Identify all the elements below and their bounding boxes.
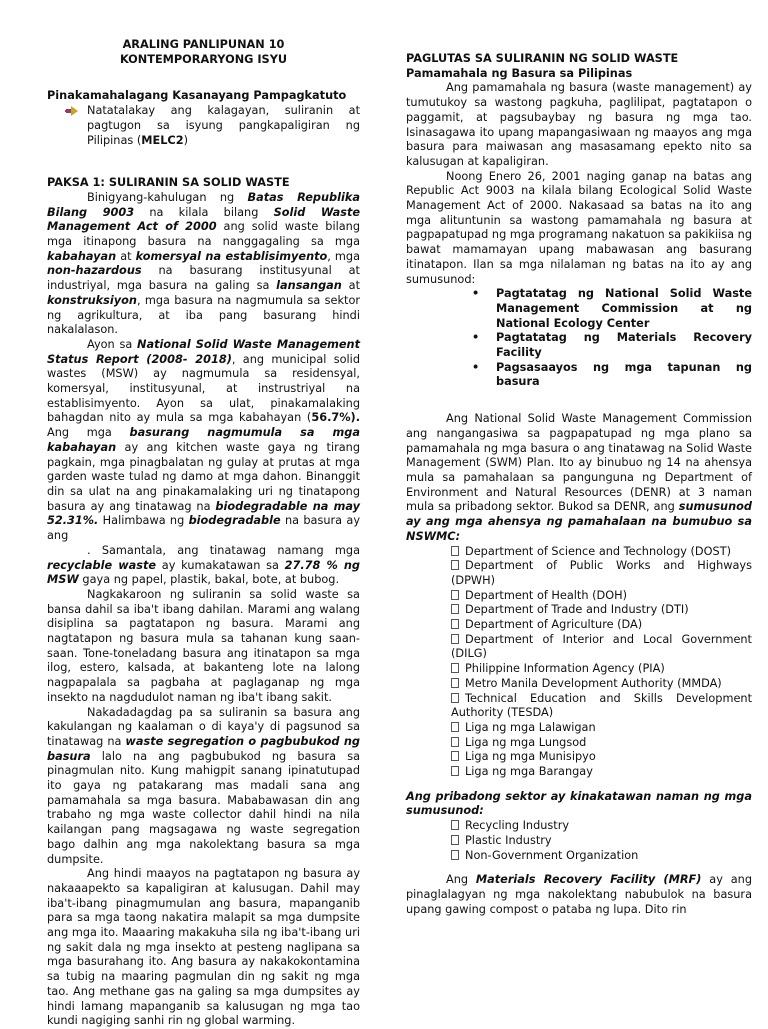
private-sector-heading: Ang pribadong sektor ay kinakatawan naman ng mga sumusunod: — [406, 789, 752, 818]
section-heading: PAGLUTAS SA SULIRANIN NG SOLID WASTE — [406, 52, 679, 65]
melc-text: Natatalakay ang kalagayan, suliranin at pagtugon sa isyung pangkapaligiran ng Pilipinas (MELC2) — [87, 104, 360, 147]
list-item: Department of Public Works and Highways (DPWH) — [451, 559, 752, 587]
topic-heading: PAKSA 1: SULIRANIN SA SOLID WASTE — [47, 176, 290, 190]
list-item: Philippine Information Agency (PIA) — [406, 662, 752, 677]
checkbox-glyph-icon — [451, 850, 459, 860]
checkbox-glyph-icon — [451, 546, 459, 556]
paragraph-problem-causes: Nagkakaroon ng suliranin sa solid waste sa bansa dahil sa iba't ibang dahilan. Marami ang walang disiplina sa pagtatapon ng basura. Marami ang nagtatapon ng basura mula sa tahanan kung saan-saan. Tone-toneladang basura ang itinatapon sa mga ilog, estero, kalsada, at bakanteng lote na lalong nagpapalala sa pagbaha at paglaganap ng mga insekto na nagdudulot naman ng iba't ibang sakit. — [47, 587, 360, 704]
checkbox-glyph-icon — [451, 604, 459, 614]
private-sector-list — [406, 819, 752, 863]
list-item: • Pagtatatag ng National Solid Waste Management Commission at ng National Ecology Center — [472, 287, 752, 330]
checkbox-glyph-icon — [451, 634, 459, 644]
list-item: Liga ng mga Lungsod — [406, 736, 752, 751]
list-item: Technical Education and Skills Development Authority (TESDA) — [451, 691, 752, 720]
paragraph-segregation: Nakadadagdag pa sa suliranin sa basura ang kakulangan ng kaalaman o di kaya'y di pagsunod sa tinatawag na waste segregation o pagbubukod ng basura lalo na ang pagbubukod ng basura sa pinagmulan nito. Kung mahigpit sanang ipinatutupad ito gaya ng patakarang mas madali sana ang pamamahala sa mga basura. Mababawasan din ang trabaho ng mga waste collector dahil hindi na nila kailangan pang magsagawa ng waste segregation bago dalhin ang mga nakolektang basura sa mga dumpsite. — [47, 705, 360, 866]
list-item: Department of Agriculture (DA) — [406, 618, 752, 633]
checkbox-glyph-icon — [451, 751, 459, 761]
list-item: Department of Health (DOH) — [406, 589, 752, 604]
list-item: Liga ng mga Munisipyo — [406, 750, 752, 765]
checkbox-glyph-icon — [451, 766, 459, 776]
list-item: Department of Trade and Industry (DTI) — [406, 603, 752, 618]
right-column — [406, 52, 752, 917]
paragraph-waste-management: Ang pamamahala ng basura (waste management) ay tumutukoy sa wastong pagkuha, paglilipat, pagtatapon o paggamit, at pagsubaybay ng basura ng mga tao. Isinasagawa ito upang mapangasiwaan ng maayos ang mga basura para maiwasan ang masasamang epekto nito sa kalusugan at kapaligiran. — [406, 81, 752, 168]
list-item: • Pagsasaayos ng mga tapunan ng basura — [472, 360, 752, 389]
paragraph-status-report: Ayon sa National Solid Waste Management Status Report (2008- 2018), ang municipal solid wastes (MSW) ay nagmumula sa residensyal, komersyal, institusyunal, at instrustriyal na establisimyento. Ayon sa ulat, pinakamalaking bahagdan nito ay mula sa mga kabahayan (56.7%). Ang mga basurang nagmumula sa mga kabahayan ay ang kitchen waste gaya ng tirang pagkain, mga pinagbalatan ng gulay at prutas at mga garden waste tulad ng damo at mga dahon. Binanggit din sa ulat na ang pinakamalaking uri ng tinatapong basura ay ang tinatawag na biodegradable na may 52.31%. Halimbawa ng biodegradable na basura ay ang . Samantala, ang tinatawag namang mga recyclable waste ay kumakatawan sa 27.78 % ng MSW gaya ng papel, plastik, bakal, bote, at bubog. — [47, 337, 361, 587]
list-item: Metro Manila Development Authority (MMDA) — [406, 677, 752, 692]
paragraph-definition: Binigyang-kahulugan ng Batas Republika Bilang 9003 na kilala bilang Solid Waste Management Act of 2000 ang solid waste bilang mga itinapong basura na nanggagaling sa mga kabahayan at komersyal na establisimyento, mga non-hazardous na basurang institusyunal at industriyal, mga basura na galing sa lansangan at konstruksiyon, mga basura na nagmumula sa sektor ng agrikultura, at iba pang basurang hindi nakalalason. — [47, 190, 361, 337]
checkbox-glyph-icon — [451, 678, 459, 688]
list-item: Plastic Industry — [406, 834, 752, 849]
law-contents-list — [406, 287, 752, 390]
section-subheading: Pamamahala ng Basura sa Pilipinas — [406, 66, 633, 80]
agency-list — [406, 545, 752, 780]
list-item: Department of Interior and Local Government (DILG) — [451, 632, 752, 661]
checkbox-glyph-icon — [451, 693, 459, 703]
doc-title-line1: ARALING PANLIPUNAN 10 — [122, 38, 285, 51]
left-column — [47, 38, 360, 1029]
checkbox-glyph-icon — [451, 590, 459, 600]
list-item: Department of Science and Technology (DOST) — [406, 545, 752, 560]
arrow-bullet-icon — [65, 104, 87, 122]
checkbox-glyph-icon — [451, 820, 459, 830]
paragraph-ra9003: Noong Enero 26, 2001 naging ganap na batas ang Republic Act 9003 na kilala bilang Ecological Solid Waste Management Act of 2000. Nakasaad sa batas na ito ang mga alituntunin sa wastong pamamahala ng basura at pagpapatupad ng mga programang nakatuon sa pakikiisa ng bawat mamamayan upang mabawasan ang basurang itinatapon. Ilan sa mga nilalaman ng batas na ito ay ang sumusunod: — [406, 169, 752, 286]
paragraph-mrf: Ang Materials Recovery Facility (MRF) ay ang pinaglalagyan ng mga nakolektang nabubulok na basura upang gawing compost o pataba ng lupa. Dito rin — [406, 873, 752, 916]
checkbox-glyph-icon — [451, 560, 459, 570]
checkbox-glyph-icon — [451, 619, 459, 629]
list-item: Recycling Industry — [406, 819, 752, 834]
checkbox-glyph-icon — [451, 663, 459, 673]
checkbox-glyph-icon — [451, 737, 459, 747]
melc-item — [65, 104, 360, 148]
list-item: Non-Government Organization — [406, 849, 752, 864]
paragraph-nswmc: Ang National Solid Waste Management Commission ang nangangasiwa sa pagpapatupad ng mga plano sa pamamahala ng mga basura o ang tinatawag na Solid Waste Management (SWM) Plan. Ito ay binubuo ng 14 na ahensya mula sa pamahalaan sa pangunguna ng Department of Environment and Natural Resources (DENR) at 3 naman mula sa pribadong sektor. Bukod sa DENR, ang sumusunod ay ang mga ahensya ng pamahalaan na bumubuo sa NSWMC: — [406, 412, 752, 543]
paragraph-health-effects: Ang hindi maayos na pagtatapon ng basura ay nakaaapekto sa kapaligiran at kalusugan. Dahil may iba't-ibang pinagmumulan ang basura, mapanganib para sa mga taong nakatira malapit sa mga dumpsite ang mga ito. Maaaring makakuha sila ng iba't-ibang uri ng sakit dala ng mga insekto at pesteng naglipana sa mga basurahang ito. Ang basura ay nakakokontamina sa tubig na maaring pagmulan din ng sakit ng mga tao. Ang methane gas na galing sa mga dumpsites ay hindi lamang mapanganib sa kalusugan ng mga tao kundi nagiging sanhi rin ng global warming. — [47, 867, 360, 1028]
list-item: Liga ng mga Lalawigan — [406, 721, 752, 736]
list-item: • Pagtatatag ng Materials Recovery Facility — [472, 331, 752, 360]
checkbox-glyph-icon — [451, 835, 459, 845]
competency-heading: Pinakamahalagang Kasanayang Pampagkatuto — [47, 89, 347, 103]
list-item: Liga ng mga Barangay — [406, 765, 752, 780]
checkbox-glyph-icon — [451, 722, 459, 732]
doc-title-line2: KONTEMPORARYONG ISYU — [119, 52, 288, 66]
